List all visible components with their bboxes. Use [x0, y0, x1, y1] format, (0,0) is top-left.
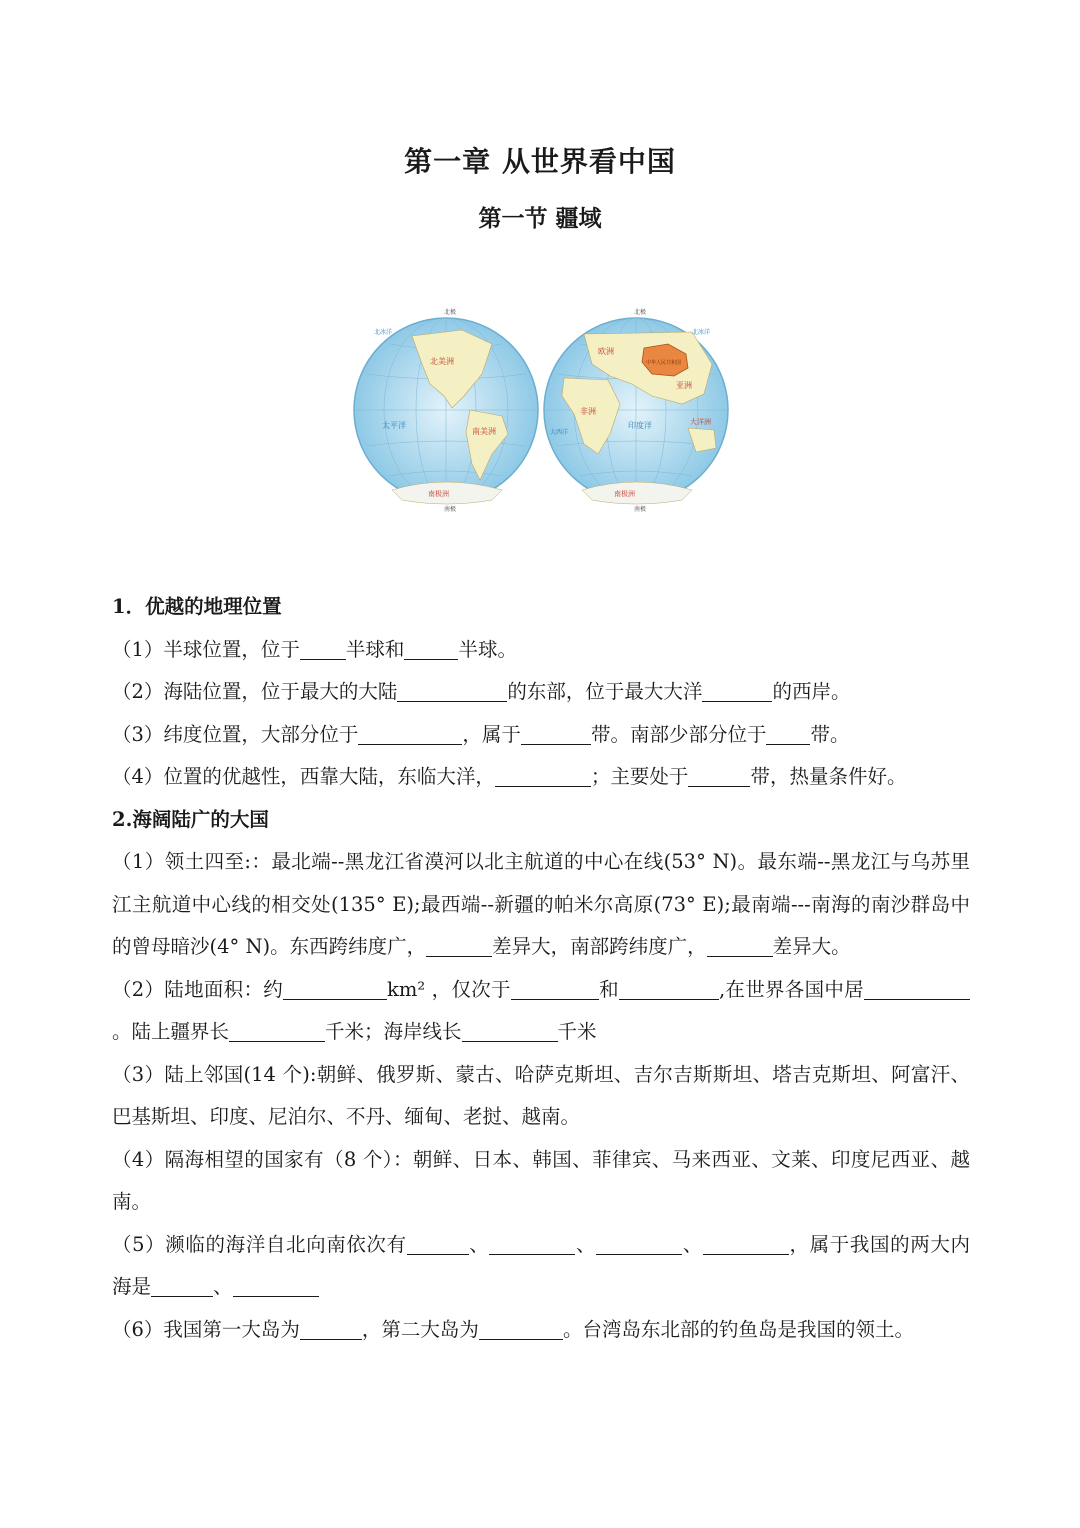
q2-5-text-f: 、 — [213, 1275, 233, 1298]
answer-blank[interactable] — [511, 977, 599, 1000]
q1-3 — [112, 714, 970, 757]
antarctica-label-west: 南极洲 — [428, 490, 449, 498]
section-subtitle: 第一节 疆域 — [478, 206, 602, 232]
q2-1-text-a: （1）领土四至:：最北端--黑龙江省漠河以北主航道的中心在线(53° N)。最东端--黑龙江与乌苏里江主航道中心线的相交处(135° E);最西端--新疆的帕米尔高原(73° E);最南端---南海的南沙群岛中的曾母暗沙(4° N)。东西跨纬度广， — [112, 850, 970, 958]
q2-5-text-a: （5）濒临的海洋自北向南依次有 — [112, 1232, 407, 1256]
section-1-heading: 1．优越的地理位置 — [112, 595, 282, 618]
q2-6-text-c: 。台湾岛东北部的钓鱼岛是我国的领土。 — [562, 1317, 914, 1341]
q1-2 — [112, 671, 970, 714]
answer-blank[interactable] — [358, 722, 462, 745]
answer-blank[interactable] — [479, 1317, 563, 1340]
q2-5-text-b: 、 — [468, 1232, 490, 1256]
q2-5-text-d: 、 — [682, 1232, 703, 1256]
oceania-label: 大洋洲 — [690, 418, 711, 426]
q1-4-text-b: ；主要处于 — [590, 765, 689, 788]
q2-5 — [112, 1224, 970, 1309]
answer-blank[interactable] — [521, 722, 591, 745]
answer-blank[interactable] — [495, 764, 591, 787]
q2-2-text-c: 和 — [598, 977, 619, 1001]
answer-blank[interactable] — [283, 977, 387, 1000]
answer-blank[interactable] — [397, 679, 507, 702]
q1-2-text-c: 的西岸。 — [772, 680, 851, 703]
q1-1-text-c: 半球。 — [458, 637, 517, 661]
answer-blank[interactable] — [702, 679, 772, 702]
arctic-label-east: 北冰洋 — [692, 329, 711, 336]
q2-2-text-e: 。陆上疆界长 — [112, 1020, 230, 1043]
south-pole-label-east: 南极 — [634, 506, 647, 513]
answer-blank[interactable] — [864, 977, 970, 1000]
africa-label: 非洲 — [580, 407, 596, 416]
q2-1-text-c: 差异大。 — [772, 935, 851, 958]
answer-blank[interactable] — [404, 637, 458, 660]
answer-blank[interactable] — [688, 764, 750, 787]
q1-1 — [112, 629, 970, 672]
answer-blank[interactable] — [151, 1274, 213, 1297]
answer-blank[interactable] — [229, 1019, 325, 1042]
q1-3-text-d: 带。 — [810, 722, 850, 746]
q1-1-text-a: （1）半球位置，位于 — [112, 637, 300, 661]
north-america-label: 北美洲 — [430, 357, 454, 366]
answer-blank[interactable] — [766, 722, 810, 745]
q1-2-text-b: 的东部，位于最大大洋 — [507, 680, 703, 703]
q2-6-text-a: （6）我国第一大岛为 — [112, 1317, 300, 1341]
q1-4-text-c: 带，热量条件好。 — [750, 765, 907, 788]
answer-blank[interactable] — [407, 1232, 469, 1255]
answer-blank[interactable] — [489, 1232, 575, 1255]
arctic-label-west: 北冰洋 — [374, 329, 393, 336]
q2-1-text-b: 差异大，南部跨纬度广， — [492, 935, 707, 958]
pacific-label: 太平洋 — [382, 421, 406, 430]
q2-5-text-c: 、 — [575, 1232, 597, 1256]
q2-2-text-b: km² ，仅次于 — [387, 977, 511, 1001]
answer-blank[interactable] — [300, 637, 346, 660]
north-pole-label-east: 北极 — [634, 309, 647, 316]
antarctica-label-east: 南极洲 — [614, 490, 635, 498]
page-title: 第一章 从世界看中国 — [404, 145, 676, 178]
world-hemispheres-map — [352, 304, 730, 514]
q1-3-text-a: （3）纬度位置，大部分位于 — [112, 722, 359, 746]
south-pole-label-west: 南极 — [444, 506, 457, 513]
q1-1-text-b: 半球和 — [345, 637, 405, 661]
answer-blank[interactable] — [619, 977, 719, 1000]
answer-blank[interactable] — [707, 934, 773, 957]
eastern-hemisphere — [544, 308, 728, 513]
q2-2-text-d: ,在世界各国中居 — [718, 977, 864, 1001]
answer-blank[interactable] — [703, 1232, 789, 1255]
q2-3: （3）陆上邻国(14 个):朝鲜、俄罗斯、蒙古、哈萨克斯坦、吉尔吉斯斯坦、塔吉克斯坦、阿富汗、巴基斯坦、印度、尼泊尔、不丹、缅甸、老挝、越南。 — [112, 1062, 970, 1128]
q2-1 — [112, 841, 970, 969]
q2-2-text-f: 千米；海岸线长 — [325, 1020, 462, 1043]
q1-4-text-a: （4）位置的优越性，西靠大陆，东临大洋， — [112, 765, 495, 788]
south-america-label: 南美洲 — [472, 427, 496, 436]
q2-2 — [112, 969, 970, 1054]
q1-3-text-c: 带。南部少部分位于 — [590, 722, 767, 746]
q1-4 — [112, 756, 970, 799]
q2-2-text-g: 千米 — [557, 1020, 597, 1043]
asia-label: 亚洲 — [676, 381, 692, 390]
western-hemisphere — [354, 308, 538, 513]
worksheet-content — [112, 586, 970, 1351]
answer-blank[interactable] — [426, 934, 492, 957]
answer-blank[interactable] — [462, 1019, 558, 1042]
q2-2-text-a: （2）陆地面积：约 — [112, 977, 284, 1001]
answer-blank[interactable] — [596, 1232, 682, 1255]
atlantic-label: 大西洋 — [550, 429, 569, 436]
indian-ocean-label: 印度洋 — [628, 421, 652, 430]
answer-blank[interactable] — [300, 1317, 362, 1340]
q1-3-text-b: ，属于 — [462, 722, 521, 746]
answer-blank[interactable] — [233, 1274, 319, 1297]
section-2-heading: 2.海阔陆广的大国 — [112, 807, 269, 831]
north-pole-label-west: 北极 — [444, 309, 457, 316]
q1-2-text-a: （2）海陆位置，位于最大的大陆 — [112, 680, 398, 703]
q2-5-text-e: ，属于我国的两大内海是 — [112, 1232, 970, 1298]
q2-4: （4）隔海相望的国家有（8 个）：朝鲜、日本、韩国、菲律宾、马来西亚、文莱、印度尼西亚、越南。 — [112, 1147, 970, 1213]
q2-6 — [112, 1309, 970, 1352]
q2-6-text-b: ，第二大岛为 — [361, 1317, 479, 1341]
china-label: 中华人民共和国 — [646, 360, 682, 366]
europe-label: 欧洲 — [598, 347, 614, 356]
